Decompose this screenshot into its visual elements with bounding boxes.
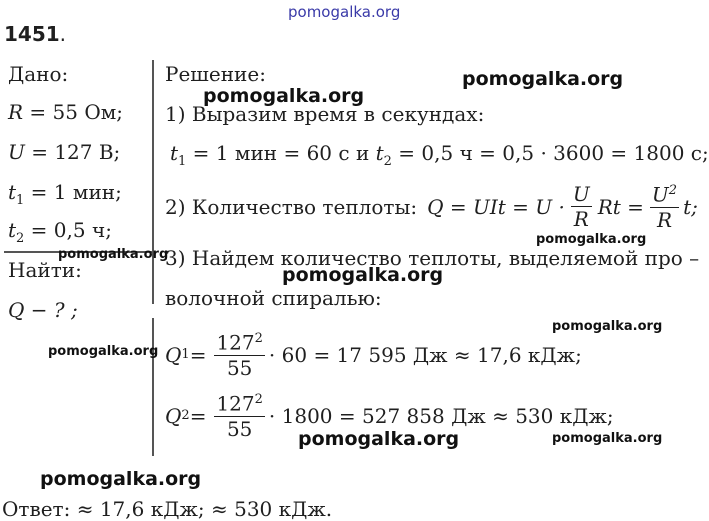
step2-tail: t; [683,194,698,219]
problem-number-dot: . [59,22,67,46]
given-solution-divider-top [152,60,154,304]
given-sub: 2 [16,231,25,246]
watermark: pomogalka.org [48,344,159,359]
find-label: Найти: [8,258,82,282]
watermark: pomogalka.org [536,232,647,247]
watermark: pomogalka.org [552,431,663,446]
t2-symbol: t [375,141,384,165]
fraction-numerator [650,184,679,208]
t2-rest: = 0,5 ч = 0,5 · 3600 = 1800 с; [391,141,709,165]
q2-rest: · 1800 = 527 858 Дж ≈ 530 кДж; [268,403,614,428]
fraction-u-over-r [571,182,592,232]
given-value: = 55 Ом; [23,100,124,124]
step3-line2: волочной спиралью: [165,286,382,310]
fraction-numerator-exp: 2 [254,331,263,346]
fraction-numerator-base: 127 [216,330,255,355]
step2-text: 2) Количество теплоты: [165,194,418,219]
q2-symbol: Q [165,403,182,428]
fraction-numerator [214,393,264,417]
given-value: = 1 мин; [24,180,122,204]
q1-symbol: Q [165,342,182,367]
given-line-t1 [8,180,122,208]
problem-number-value: 1451 [4,22,60,46]
watermark: pomogalka.org [282,264,444,286]
fraction-numerator [214,332,264,356]
given-line-r [8,100,123,124]
step2-lhs: Q = UIt = U · [427,194,565,219]
q1-eq: = [189,342,207,367]
step3-line1: 3) Найдем количество теплоты, выделяемой про – [165,246,700,270]
q1-rest: · 60 = 17 595 Дж ≈ 17,6 кДж; [268,342,582,367]
given-sub: 1 [16,193,25,208]
fraction-denominator: 55 [226,416,253,441]
t1-rest: = 1 мин = 60 с и [186,141,376,165]
given-var: t [8,180,17,204]
given-var: R [8,100,24,124]
fraction-numerator: U [572,182,590,207]
t2-sub: 2 [383,154,392,169]
q2-fraction [214,393,264,439]
answer-line: Ответ: ≈ 17,6 кДж; ≈ 530 кДж. [2,497,333,521]
step1-text: 1) Выразим время в секундах: [165,102,485,126]
given-var: U [8,140,25,164]
watermark: pomogalka.org [203,85,365,107]
given-line-u [8,140,120,164]
fraction-numerator-exp: 2 [668,183,678,198]
fraction-denominator: R [656,207,673,232]
q2-sub: 2 [181,408,190,424]
t1-sub: 1 [178,154,187,169]
fraction-denominator: R [573,207,589,232]
fraction-numerator-base: U [651,182,669,207]
step2-line [165,184,698,230]
given-solution-divider-bottom [152,318,154,456]
step2-mid: Rt = [597,194,644,219]
q2-eq: = [189,403,207,428]
watermark: pomogalka.org [298,428,460,450]
fraction-numerator-exp: 2 [254,392,263,407]
given-value: = 127 В; [24,140,121,164]
fraction-numerator-base: 127 [216,391,255,416]
watermark: pomogalka.org [40,468,202,490]
step1-formula [170,141,709,169]
given-value: = 0,5 ч; [24,218,112,242]
fraction-u2-over-r [650,184,679,230]
q1-formula [165,332,582,378]
q1-fraction [214,332,264,378]
watermark: pomogalka.org [462,68,624,90]
problem-number [4,22,66,46]
given-var: t [8,218,17,242]
solution-label: Решение: [165,62,266,86]
watermark: pomogalka.org [58,247,169,262]
watermark: pomogalka.org [552,319,663,334]
given-line-t2 [8,218,112,246]
find-value: Q − ? ; [8,298,78,322]
site-watermark-top: pomogalka.org [288,3,401,21]
t1-symbol: t [170,141,179,165]
fraction-denominator: 55 [226,355,253,380]
given-label: Дано: [8,62,69,86]
q1-sub: 1 [181,347,190,363]
